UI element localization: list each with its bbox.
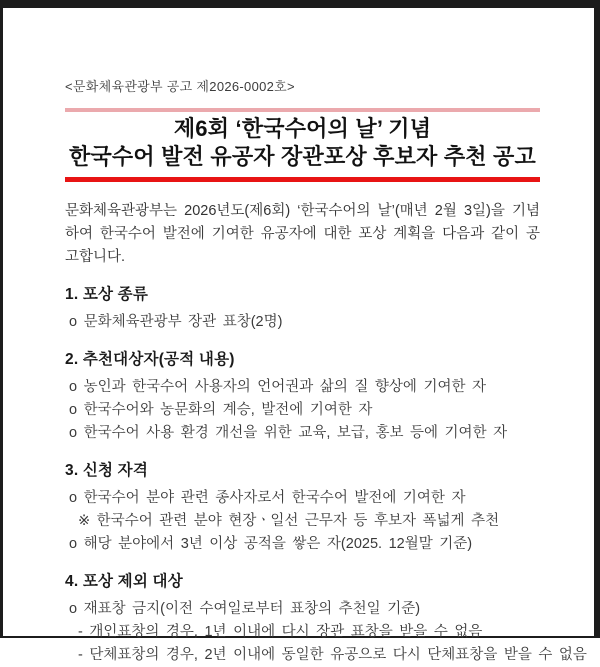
- list-item: o 한국수어와 농문화의 계승, 발전에 기여한 자: [69, 402, 373, 418]
- section-items: [65, 487, 540, 556]
- section-exclusions: [65, 572, 587, 667]
- section-heading: 3. 신청 자격: [65, 462, 149, 479]
- list-item: o 해당 분야에서 3년 이상 공적을 쌓은 자(2025. 12월말 기준): [69, 536, 473, 552]
- list-item: o 농인과 한국수어 사용자의 언어권과 삶의 질 향상에 기여한 자: [69, 379, 486, 395]
- list-item-note: ※ 한국수어 관련 분야 현장ㆍ일선 근무자 등 후보자 폭넓게 추천: [78, 513, 500, 529]
- section-heading: 2. 추천대상자(공적 내용): [65, 351, 235, 368]
- list-item: o 한국수어 분야 관련 종사자로서 한국수어 발전에 기여한 자: [69, 490, 466, 506]
- section-items: [65, 598, 587, 667]
- section-award-types: [65, 285, 540, 334]
- doc-number: <문화체육관광부 공고 제2026-0002호>: [65, 79, 295, 94]
- section-heading: 4. 포상 제외 대상: [65, 573, 183, 590]
- intro-paragraph: 문화체육관광부는 2026년도(제6회) ‘한국수어의 날’(매년 2월 3일)을 기념하여 한국수어 발전에 기여한 유공자에 대한 포상 계획을 다음과 같이 공고합니다.: [65, 203, 540, 265]
- section-heading: 1. 포상 종류: [65, 286, 149, 303]
- page-title-line-1: 제6회 ‘한국수어의 날’ 기념: [173, 116, 432, 141]
- list-item: o 재표창 금지(이전 수여일로부터 표창의 추천일 기준): [69, 601, 421, 617]
- section-nominee-criteria: [65, 350, 540, 445]
- page-title-line-2: 한국수어 발전 유공자 장관포상 후보자 추천 공고: [69, 144, 536, 169]
- section-eligibility: [65, 461, 540, 556]
- title-block: [65, 108, 540, 182]
- list-sub-item: - 개인표창의 경우, 1년 이내에 다시 장관 표창을 받을 수 없음: [78, 624, 483, 640]
- section-items: [65, 311, 540, 334]
- list-sub-item: - 단체표창의 경우, 2년 이내에 동일한 유공으로 다시 단체표창을 받을 수 없음: [78, 647, 587, 663]
- list-item: o 한국수어 사용 환경 개선을 위한 교육, 보급, 홍보 등에 기여한 자: [69, 425, 508, 441]
- section-items: [65, 376, 540, 445]
- list-item: o 문화체육관광부 장관 표창(2명): [69, 314, 283, 330]
